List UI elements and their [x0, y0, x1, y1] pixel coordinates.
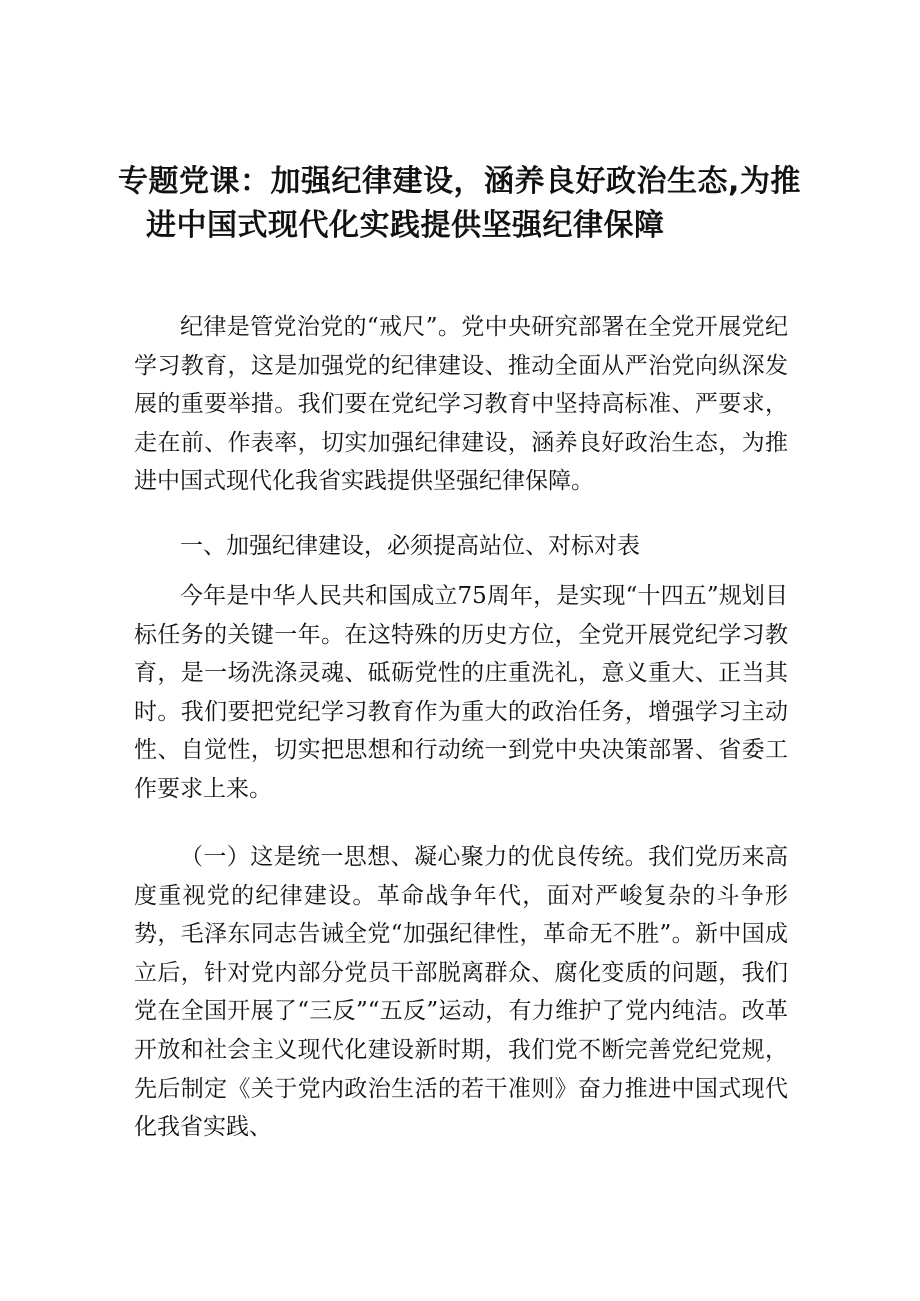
section-heading: 一、加强纪律建设，必须提高站位、对标对表	[180, 533, 640, 559]
title-line-2: 进中国式现代化实践提供坚强纪律保障	[146, 208, 665, 243]
body-paragraph-2: 今年是中华人民共和国成立75周年，是实现“十四五”规划目标任务的关键一年。在这特殊的历史方位，全党开展党纪学习教育，是一场洗涤灵魂、砥砺党性的庄重洗礼，意义重大、正当其时。我们要把党纪学习教育作为重大的政治任务，增强学习主动性、自觉性，切实把思想和行动统一到党中央决策部署、省委工作要求上来。	[134, 583, 788, 802]
intro-paragraph: 纪律是管党治党的“戒尺”。党中央研究部署在全党开展党纪学习教育，这是加强党的纪律建设、推动全面从严治党向纵深发展的重要举措。我们要在党纪学习教育中坚持高标准、严要求，走在前、作表率，切实加强纪律建设，涵养良好政治生态，为推进中国式现代化我省实践提供坚强纪律保障。	[134, 314, 788, 495]
document-title	[118, 160, 808, 248]
body-paragraph-3: （一）这是统一思想、凝心聚力的优良传统。我们党历来高度重视党的纪律建设。革命战争年代，面对严峻复杂的斗争形势，毛泽东同志告诫全党“加强纪律性，革命无不胜”。新中国成立后，针对党内部分党员干部脱离群众、腐化变质的问题，我们党在全国开展了“三反”“五反”运动，有力维护了党内纯洁。改革开放和社会主义现代化建设新时期，我们党不断完善党纪党规，先后制定《关于党内政治生活的若干准则》奋力推进中国式现代化我省实践、	[134, 844, 788, 1141]
title-line-1: 专题党课：加强纪律建设，涵养良好政治生态,为推	[118, 164, 801, 199]
